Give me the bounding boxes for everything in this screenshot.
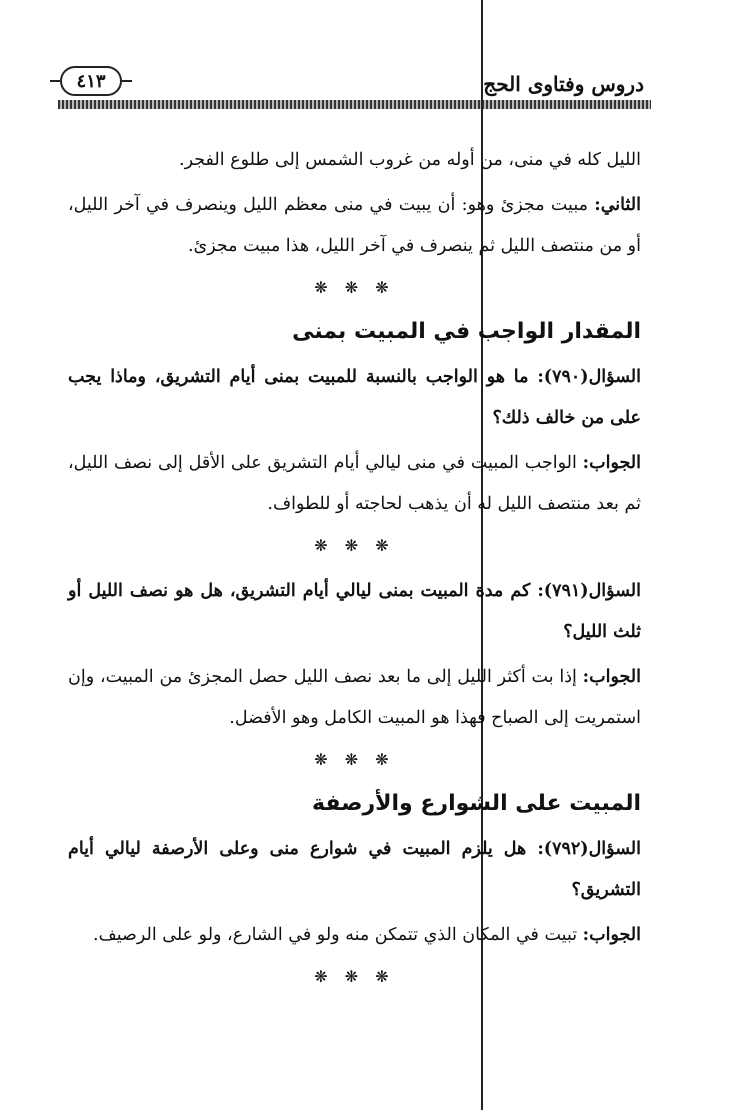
question-791: السؤال(٧٩١): كم مدة المبيت بمنى ليالي أيام التشريق، هل هو نصف الليل أو ثلث الليل؟: [68, 581, 641, 642]
answer-792-text: تبيت في المكان الذي تتمكن منه ولو في الشارع، ولو على الرصيف.: [93, 925, 583, 945]
paragraph-2-label: الثاني:: [594, 195, 641, 215]
page-number-badge: ٤١٣: [60, 66, 122, 96]
question-792: السؤال(٧٩٢): هل يلزم المبيت في شوارع منى وعلى الأرصفة ليالي أيام التشريق؟: [68, 839, 641, 900]
answer-791: [68, 657, 641, 739]
answer-792: [68, 915, 641, 956]
section-title-2: المبيت على الشوارع والأرصفة: [312, 791, 641, 816]
paragraph-2-text: مبيت مجزئ وهو: أن يبيت في منى معظم الليل وينصرف في آخر الليل، أو من منتصف الليل ثم ينصرف في آخر الليل، هذا مبيت مجزئ.: [68, 195, 641, 256]
page-body: [68, 140, 641, 1002]
question-790: السؤال(٧٩٠): ما هو الواجب بالنسبة للمبيت بمنى أيام التشريق، وماذا يجب على من خالف ذلك؟: [68, 367, 641, 428]
answer-790-label: الجواب:: [582, 453, 641, 473]
answer-790: [68, 443, 641, 525]
answer-791-text: إذا بت أكثر الليل إلى ما بعد نصف الليل حصل المجزئ من المبيت، وإن استمريت إلى الصباح فهذا هو المبيت الكامل وهو الأفضل.: [68, 667, 641, 728]
separator-stars-4: ❋ ❋ ❋: [314, 967, 395, 986]
paragraph-1: الليل كله في منى، من أوله من غروب الشمس إلى طلوع الفجر.: [179, 150, 641, 170]
paragraph-2: [68, 185, 641, 267]
answer-790-text: الواجب المبيت في منى ليالي أيام التشريق على الأقل إلى نصف الليل، ثم بعد منتصف الليل له أن يذهب لحاجته أو للطواف.: [68, 453, 641, 514]
answer-791-label: الجواب:: [582, 667, 641, 687]
running-title: دروس وفتاوى الحج: [483, 72, 644, 96]
separator-stars-1: ❋ ❋ ❋: [314, 278, 395, 297]
section-title-1: المقدار الواجب في المبيت بمنى: [292, 319, 641, 344]
answer-792-label: الجواب:: [582, 925, 641, 945]
separator-stars-2: ❋ ❋ ❋: [314, 536, 395, 555]
header-rule: [58, 100, 651, 109]
separator-stars-3: ❋ ❋ ❋: [314, 750, 395, 769]
